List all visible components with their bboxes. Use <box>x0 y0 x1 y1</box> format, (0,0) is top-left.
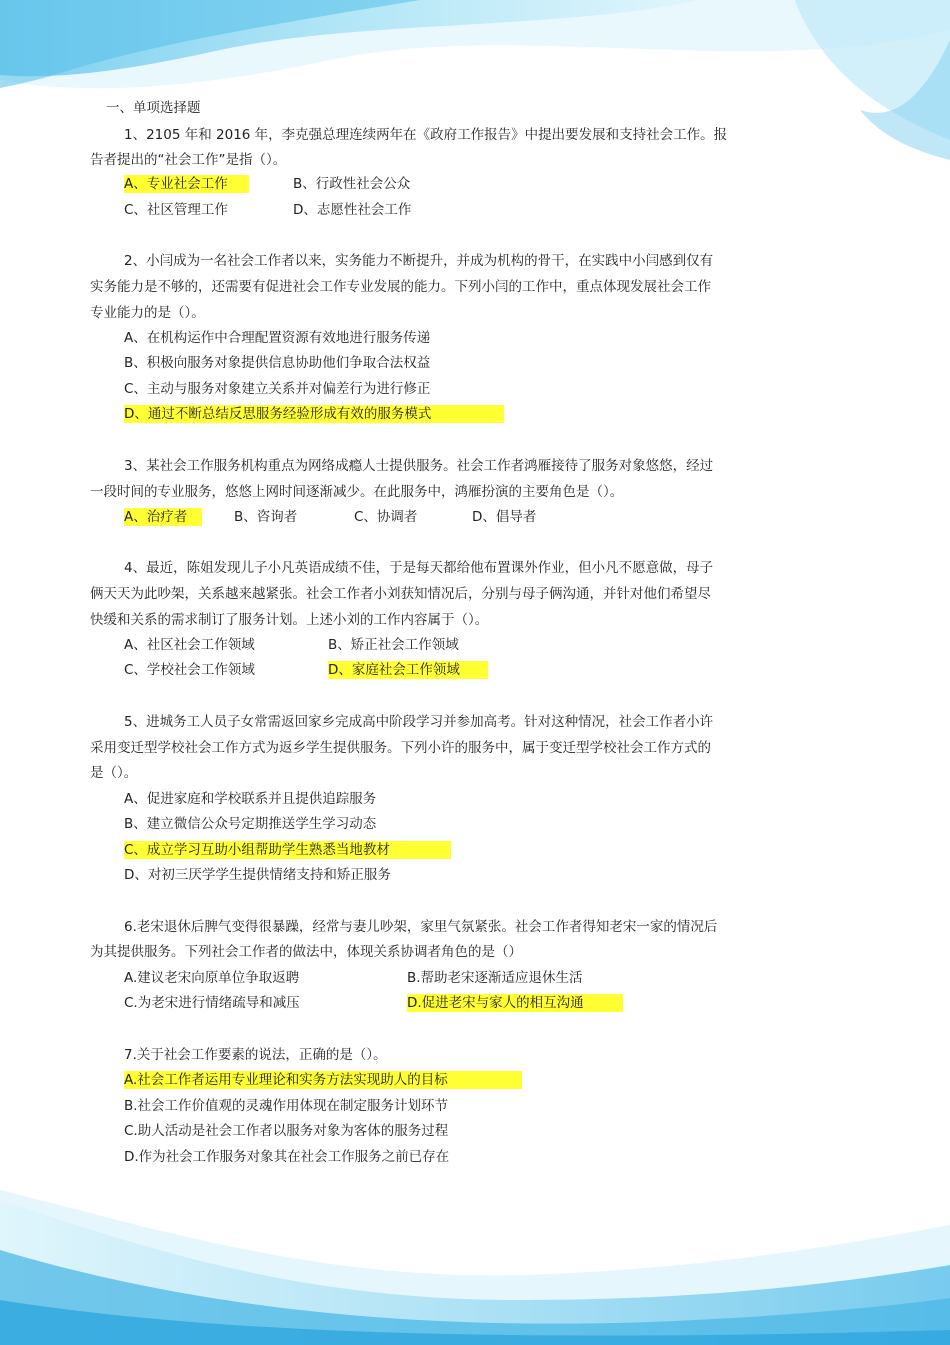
question-6-option-c: C.为老宋进行情绪疏导和减压 <box>124 995 300 1011</box>
question-4-option-a: A、社区社会工作领域 <box>124 637 255 653</box>
question-5-option-a: A、促进家庭和学校联系并且提供追踪服务 <box>124 791 377 807</box>
question-3-option-a: A、治疗者 <box>124 508 202 526</box>
question-7-option-d: D.作为社会工作服务对象其在社会工作服务之前已存在 <box>124 1149 450 1165</box>
question-1-line-1: 1、2105 年和 2016 年，李克强总理连续两年在《政府工作报告》中提出要发展和支持社会工作。报 <box>124 127 728 143</box>
question-2-option-c: C、主动与服务对象建立关系并对偏差行为进行修正 <box>124 381 431 397</box>
question-2-option-d: D、通过不断总结反思服务经验形成有效的服务模式 <box>124 405 504 423</box>
question-1-option-a: A、专业社会工作 <box>124 175 249 193</box>
question-3-line-1: 3、某社会工作服务机构重点为网络成瘾人士提供服务。社会工作者鸿雁接待了服务对象悠悠，经过 <box>124 458 714 474</box>
question-4-option-c: C、学校社会工作领域 <box>124 662 255 678</box>
question-6-option-a: A.建议老宋向原单位争取返聘 <box>124 970 300 986</box>
question-5-line-1: 5、进城务工人员子女常需返回家乡完成高中阶段学习并参加高考。针对这种情况，社会工作者小许 <box>124 714 714 730</box>
question-7-line-1: 7.关于社会工作要素的说法，正确的是（）。 <box>124 1047 387 1063</box>
question-2-option-b: B、积极向服务对象提供信息协助他们争取合法权益 <box>124 355 431 371</box>
question-3-option-b: B、咨询者 <box>234 509 298 525</box>
question-7-option-c: C.助人活动是社会工作者以服务对象为客体的服务过程 <box>124 1123 449 1139</box>
question-5-line-2: 采用变迁型学校社会工作方式为返乡学生提供服务。下列小许的服务中，属于变迁型学校社会工作方式的 <box>90 740 711 756</box>
question-2-line-1: 2、小闫成为一名社会工作者以来，实务能力不断提升，并成为机构的骨干，在实践中小闫感到仅有 <box>124 253 714 269</box>
question-6-option-d: D.促进老宋与家人的相互沟通 <box>407 994 623 1012</box>
question-3-option-c: C、协调者 <box>354 509 418 525</box>
question-5-option-b: B、建立微信公众号定期推送学生学习动态 <box>124 816 377 832</box>
question-5-option-d: D、对初三厌学学生提供情绪支持和矫正服务 <box>124 867 391 883</box>
question-4-line-1: 4、最近，陈姐发现儿子小凡英语成绩不佳，于是每天都给他布置课外作业，但小凡不愿意做，母子 <box>124 560 714 576</box>
question-5-line-3: 是（）。 <box>90 765 138 781</box>
question-2-line-2: 实务能力是不够的，还需要有促进社会工作专业发展的能力。下列小闫的工作中，重点体现发展社会工作 <box>90 279 711 295</box>
question-6-option-b: B.帮助老宋逐渐适应退休生活 <box>407 970 583 986</box>
question-1-option-d: D、志愿性社会工作 <box>293 202 412 218</box>
question-4-option-b: B、矫正社会工作领域 <box>328 637 459 653</box>
question-3-option-d: D、倡导者 <box>472 509 537 525</box>
question-1-option-b: B、行政性社会公众 <box>293 176 411 192</box>
question-4-line-2: 俩天天为此吵架，关系越来越紧张。社会工作者小刘获知情况后，分别与母子俩沟通，并针对他们希望尽 <box>90 586 711 602</box>
question-6-line-2: 为其提供服务。下列社会工作者的做法中，体现关系协调者角色的是（） <box>90 944 522 960</box>
question-3-line-2: 一段时间的专业服务，悠悠上网时间逐渐减少。在此服务中，鸿雁扮演的主要角色是（）。 <box>90 484 624 500</box>
question-2-option-a: A、在机构运作中合理配置资源有效地进行服务传递 <box>124 330 431 346</box>
question-7-option-a: A.社会工作者运用专业理论和实务方法实现助人的目标 <box>124 1071 522 1089</box>
question-7-option-b: B.社会工作价值观的灵魂作用体现在制定服务计划环节 <box>124 1098 449 1114</box>
question-4-option-d: D、家庭社会工作领域 <box>328 661 488 679</box>
question-1-option-c: C、社区管理工作 <box>124 202 228 218</box>
question-2-line-3: 专业能力的是（）。 <box>90 305 205 321</box>
question-6-line-1: 6.老宋退休后脾气变得很暴躁，经常与妻儿吵架，家里气氛紧张。社会工作者得知老宋一家的情况后 <box>124 919 718 935</box>
question-4-line-3: 快缓和关系的需求制订了服务计划。上述小刘的工作内容属于（）。 <box>90 612 489 628</box>
question-1-line-2: 告者提出的“社会工作”是指（）。 <box>90 152 287 168</box>
question-5-option-c: C、成立学习互助小组帮助学生熟悉当地教材 <box>124 841 451 859</box>
section-title: 一、单项选择题 <box>106 100 201 116</box>
